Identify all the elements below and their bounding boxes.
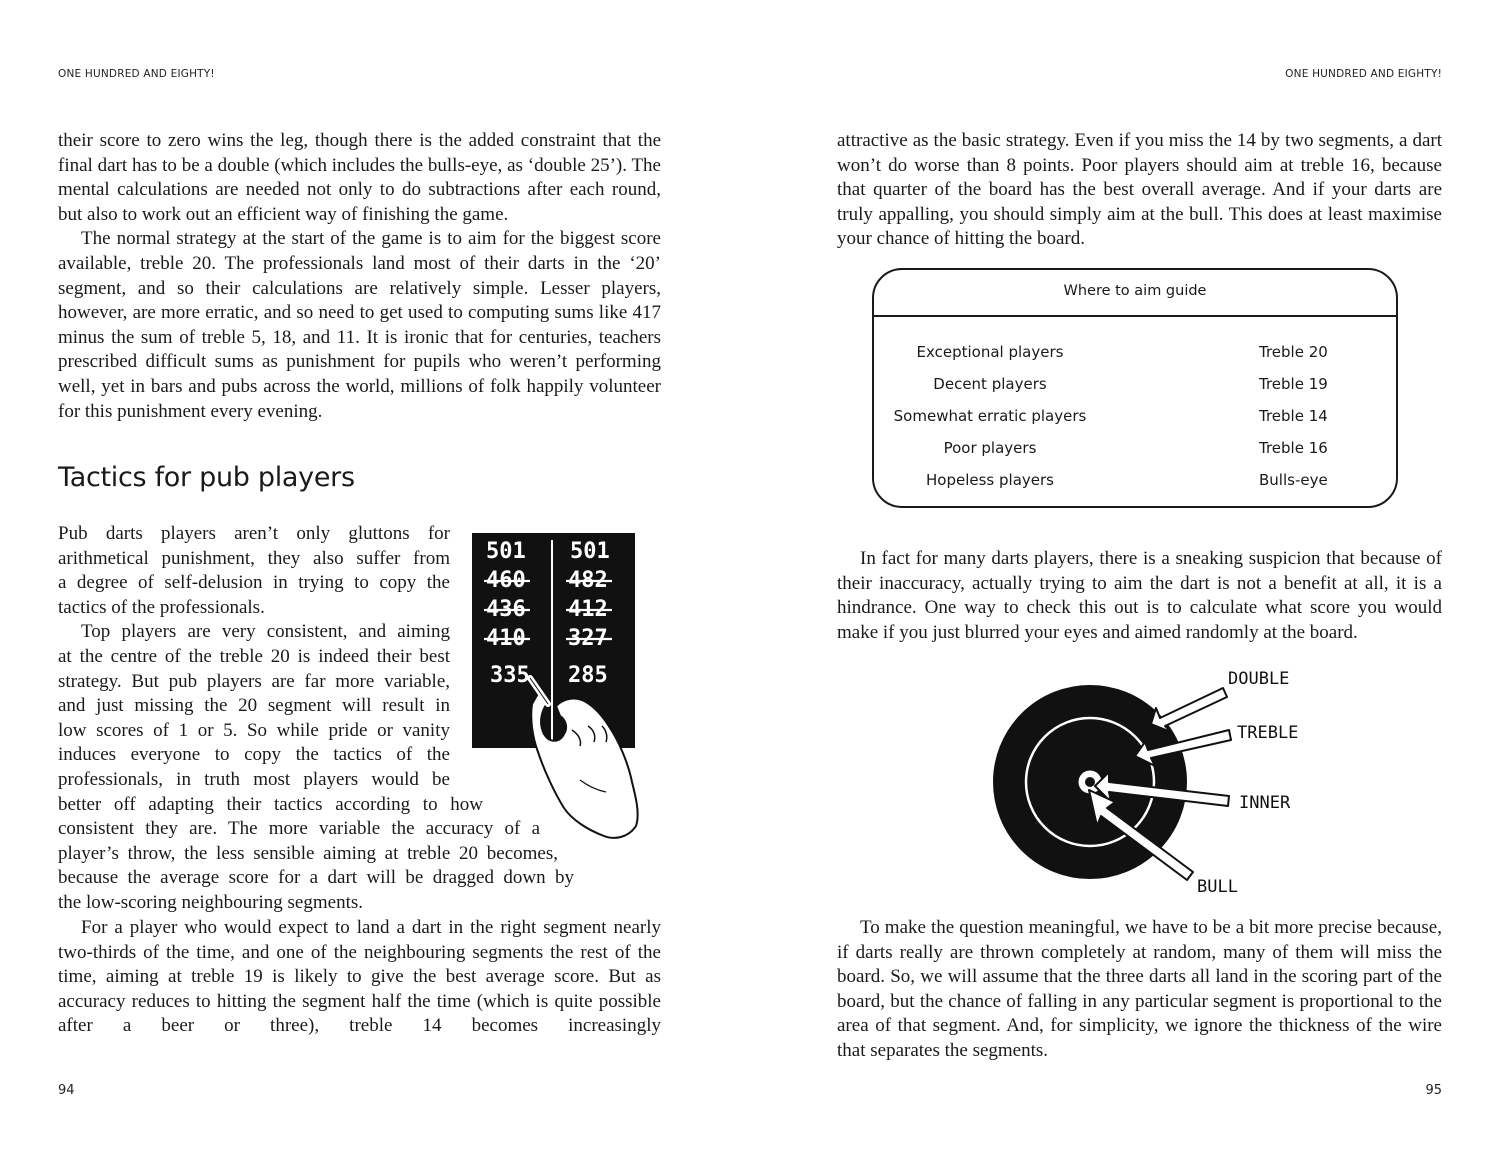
left-top-text: [58, 129, 661, 424]
paragraph: For a player who would expect to land a dart in the right segment nearly two-thirds of the time, and one of the neighbouring segments the rest of the time, aiming at treble 19 is likely to give the best average score. But as accuracy reduces to hitting the segment half the time (which is quite possible after a beer or three), treble 14 becomes increasingly: [58, 917, 661, 1037]
score-left-2: 436: [486, 597, 526, 622]
paragraph: attractive as the basic strategy. Even if you miss the 14 by two segments, a dart won’t do worse than 8 points. Poor players should aim at treble 16, because that quarter of the board has the best overall average. And if your darts are truly appalling, you should simply aim at the bull. This does at least maximise your chance of hitting the board.: [837, 130, 1442, 250]
text-line: at the centre of the treble 20 is indeed their best: [58, 645, 450, 667]
text-line: arithmetical punishment, they also suffer from: [58, 547, 450, 569]
dartboard-illustration: [985, 660, 1299, 900]
text-line: because the average score for a dart will be dragged down by: [58, 867, 574, 889]
guide-target: Treble 20: [1259, 343, 1328, 361]
guide-rows: [874, 317, 1396, 497]
score-right-0: 501: [570, 539, 610, 564]
guide-row: [874, 337, 1396, 369]
right-running-head: ONE HUNDRED AND EIGHTY!: [1285, 68, 1442, 80]
text-line: player’s throw, the less sensible aiming at treble 20 becomes,: [58, 842, 558, 864]
label-double: DOUBLE: [1228, 669, 1290, 689]
paragraph: To make the question meaningful, we have to be a bit more precise because, if darts really are thrown completely at random, many of them will miss the board. So, we will assume that the three darts all land in the scoring part of the board, but the chance of falling in any particular segment is proportional to the area of that segment. And, for simplicity, we ignore the thickness of the wire that separates the segments.: [837, 917, 1442, 1061]
score-right-4: 285: [568, 663, 608, 688]
text-line: Top players are very consistent, and aiming: [81, 621, 450, 643]
score-left-0: 501: [486, 539, 526, 564]
text-line: professionals, in truth most players would be: [58, 768, 450, 790]
scoreboard-illustration: [468, 530, 643, 842]
left-folio: 94: [58, 1083, 75, 1098]
guide-row: [874, 401, 1396, 433]
section-heading: Tactics for pub players: [58, 462, 355, 493]
guide-target: Treble 19: [1259, 375, 1328, 393]
text-line: induces everyone to copy the tactics of the: [58, 744, 450, 766]
right-bottom-text: [837, 916, 1442, 1064]
text-line: and just missing the 20 segment will result in: [58, 695, 450, 717]
paragraph: their score to zero wins the leg, though there is the added constraint that the final dart has to be a double (which includes the bulls-eye, as ‘double 25’). The mental calculations are needed not only to do subtractions after each round, but also to work out an efficient way of finishing the game.: [58, 130, 661, 225]
guide-player: Hopeless players: [926, 471, 1054, 489]
guide-player: Somewhat erratic players: [893, 407, 1087, 425]
text-line: strategy. But pub players are far more variable,: [58, 670, 450, 692]
left-running-head: ONE HUNDRED AND EIGHTY!: [58, 68, 215, 80]
guide-title: Where to aim guide: [874, 270, 1396, 317]
score-right-1: 482: [568, 568, 608, 593]
guide-target: Treble 16: [1259, 439, 1328, 457]
score-left-4: 335: [490, 663, 530, 688]
score-right-2: 412: [568, 597, 608, 622]
guide-row: [874, 433, 1396, 465]
left-bottom-text: [58, 916, 661, 1039]
text-line: tactics of the professionals.: [58, 596, 265, 618]
label-treble: TREBLE: [1237, 723, 1299, 743]
text-line: the low-scoring neighbouring segments.: [58, 891, 364, 913]
double-arrow: [1151, 688, 1227, 732]
guide-row: [874, 369, 1396, 401]
guide-target: Bulls-eye: [1259, 471, 1328, 489]
right-folio: 95: [1425, 1083, 1442, 1098]
label-bull: BULL: [1197, 877, 1238, 897]
text-line: low scores of 1 or 5. So while pride or vanity: [58, 719, 450, 741]
text-line: consistent they are. The more variable the accuracy of a: [58, 818, 540, 840]
text-line: Pub darts players aren’t only gluttons for: [58, 523, 450, 544]
guide-player: Decent players: [933, 375, 1047, 393]
guide-player: Poor players: [943, 439, 1037, 457]
paragraph: The normal strategy at the start of the game is to aim for the biggest score available, treble 20. The professionals land most of their darts in the ‘20’ segment, and so their calculations are relatively simple. Lesser players, however, are more erratic, and so need to get used to computing sums like 417 minus the sum of treble 5, 18, and 11. It is ironic that for centuries, teachers prescribed difficult sums as punishment for pupils who weren’t performing well, yet in bars and pubs across the world, millions of folk happily volunteer for this punishment every evening.: [58, 228, 661, 422]
wrap-paragraph-1: [58, 522, 450, 620]
paragraph: In fact for many darts players, there is a sneaking suspicion that because of their inaccuracy, actually trying to aim the dart is not a benefit at all, it is a hindrance. One way to check this out is to calculate what score you would make if you just blurred your eyes and aimed randomly at the board.: [837, 548, 1442, 643]
guide-target: Treble 14: [1259, 407, 1328, 425]
text-line: a degree of self-delusion in trying to copy the: [58, 572, 450, 594]
score-right-3: 327: [568, 626, 608, 651]
right-top-text: [837, 129, 1442, 252]
guide-player: Exceptional players: [916, 343, 1064, 361]
score-left-3: 410: [486, 626, 526, 651]
right-middle-text: [837, 547, 1442, 645]
label-inner: INNER: [1239, 793, 1291, 813]
score-left-1: 460: [486, 568, 526, 593]
guide-row: [874, 465, 1396, 497]
where-to-aim-guide: [872, 268, 1398, 508]
text-line: better off adapting their tactics according to how: [58, 793, 483, 815]
bull: [1085, 777, 1095, 787]
